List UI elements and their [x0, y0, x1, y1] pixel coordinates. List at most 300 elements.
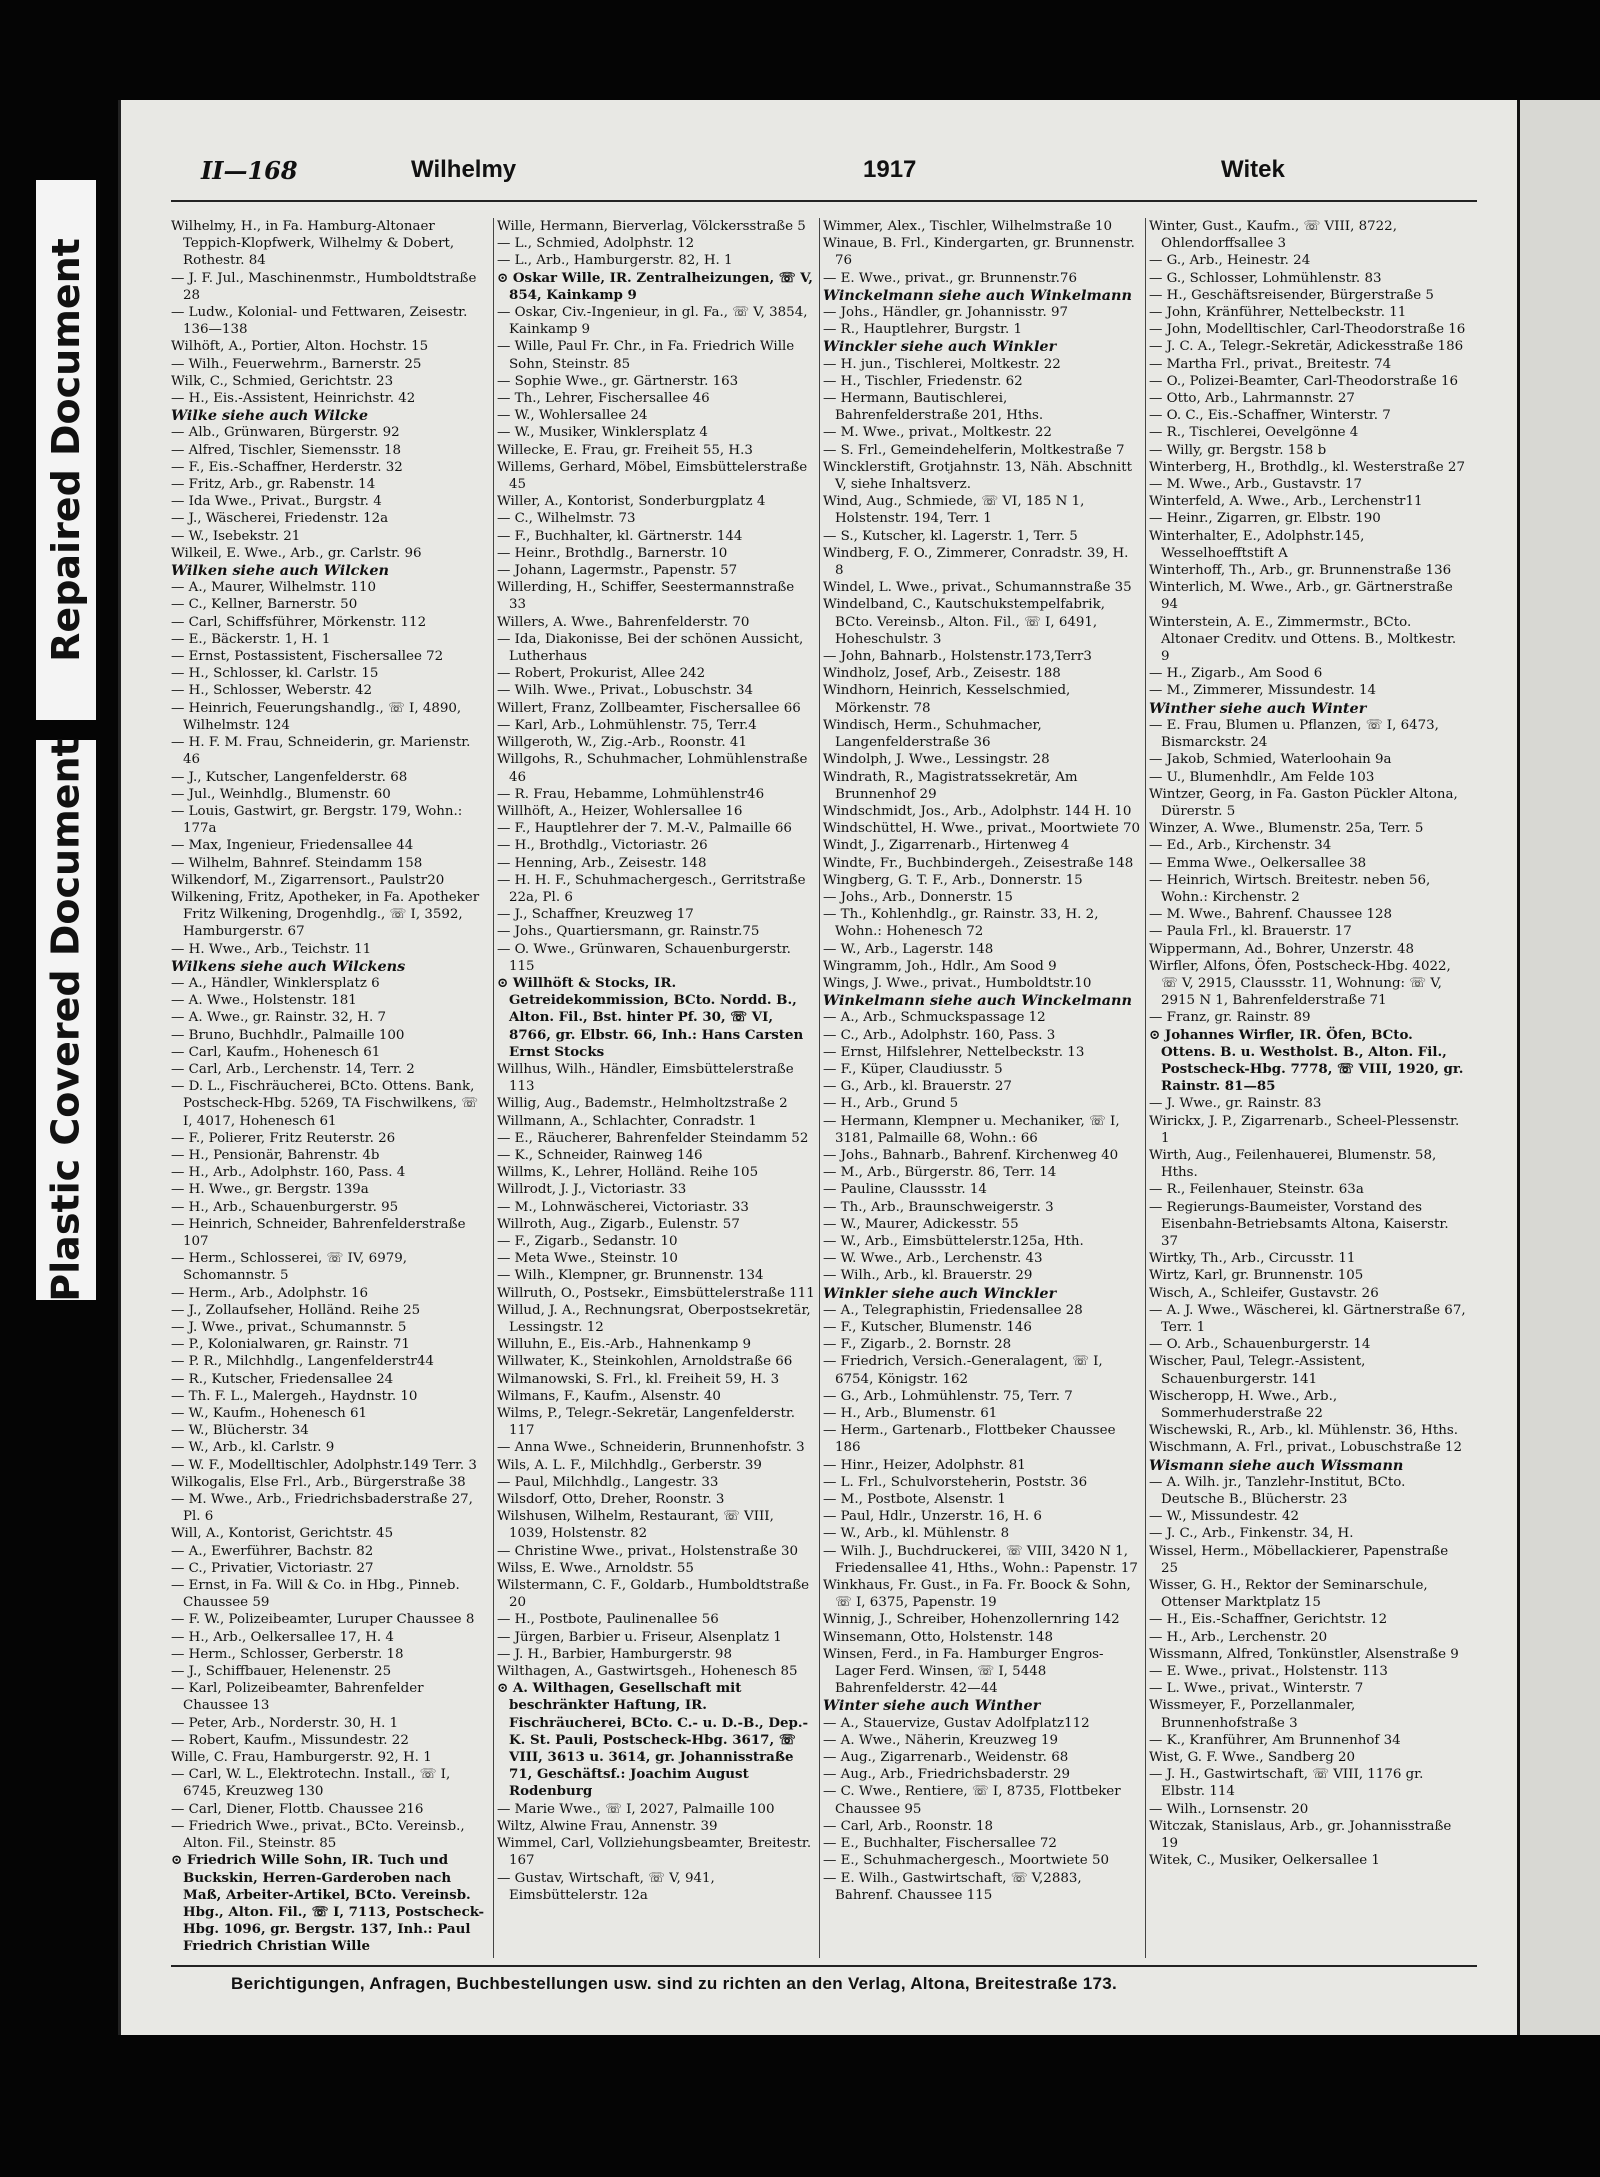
directory-entry: — A., Ewerführer, Bachstr. 82 [171, 1543, 374, 1559]
directory-entry: — O. C., Eis.-Schaffner, Winterstr. 7 [1149, 408, 1391, 424]
directory-entry: — Carl, Schiffsführer, Mörkenstr. 112 [171, 614, 427, 630]
directory-entry: — Johs., Händler, gr. Johannisstr. 97 [823, 305, 1069, 321]
directory-entry: — Aug., Arb., Friedrichsbaderstr. 29 [823, 1767, 1071, 1783]
header-first-entry: Wilhelmy [411, 156, 517, 183]
directory-entry: Wiltz, Alwine Frau, Annenstr. 39 [497, 1818, 718, 1834]
column-1 [171, 218, 489, 1958]
header-last-entry: Witek [1221, 156, 1285, 183]
directory-entry: — Paul, Hdlr., Unzerstr. 16, H. 6 [823, 1509, 1042, 1525]
directory-entry: Winterhalter, E., Adolphstr.145, Wesselhoefftstift A [1149, 528, 1365, 561]
directory-entry: — Jakob, Schmied, Waterloohain 9a [1149, 752, 1392, 768]
directory-entry: — John, Kränführer, Nettelbeckstr. 11 [1149, 305, 1407, 321]
directory-entry: — G., Schlosser, Lohmühlenstr. 83 [1149, 270, 1382, 286]
directory-entry: Willecke, E. Frau, gr. Freiheit 55, H.3 [497, 442, 753, 458]
directory-entry: — C., Wilhelmstr. 73 [497, 511, 636, 527]
directory-entry: — Friedrich, Versich.-Generalagent, ☏ I, 6754, Königstr. 162 [823, 1354, 1103, 1387]
directory-entry: — J. Wwe., privat., Schumannstr. 5 [171, 1320, 407, 1335]
directory-entry: Winterstein, A. E., Zimmermstr., BCto. Altonaer Creditv. und Ottens. B., Moltkestr. 9 [1149, 614, 1457, 665]
directory-entry: — Gustav, Wirtschaft, ☏ V, 941, Eimsbüttelerstr. 12a [497, 1870, 715, 1903]
directory-entry: Willhöft, A., Heizer, Wohlersallee 16 [497, 803, 743, 819]
directory-entry: — U., Blumenhdlr., Am Felde 103 [1149, 769, 1375, 785]
directory-entry: — H. H. F., Schuhmachergesch., Gerritstraße 22a, Pl. 6 [497, 872, 806, 905]
directory-entry: — C., Kellner, Barnerstr. 50 [171, 597, 358, 613]
directory-entry: — E. Wwe., privat., gr. Brunnenstr.76 [823, 270, 1077, 286]
directory-entry: Wilkeil, E. Wwe., Arb., gr. Carlstr. 96 [171, 545, 422, 561]
column-divider [819, 218, 820, 1958]
directory-entry: — F., Eis.-Schaffner, Herderstr. 32 [171, 459, 403, 475]
directory-entry: — H., Arb., Lerchenstr. 20 [1149, 1629, 1328, 1645]
directory-entry: — D. L., Fischräucherei, BCto. Ottens. Bank, Postscheck-Hbg. 5269, TA Fischwilkens, ☏ I, 4017, Hohenesch 61 [171, 1079, 479, 1129]
directory-entry: Windholz, Josef, Arb., Zeisestr. 188 [823, 666, 1061, 682]
directory-entry: — H., Schlosser, Weberstr. 42 [171, 683, 373, 699]
directory-entry: Windrath, R., Magistratssekretär, Am Brunnenhof 29 [823, 769, 1078, 802]
directory-entry: ⊙ Oskar Wille, IR. Zentralheizungen, ☏ V, 854, Kainkamp 9 [497, 269, 813, 303]
directory-entry: — F., Polierer, Fritz Reuterstr. 26 [171, 1130, 396, 1146]
directory-entry: Wilhöft, A., Portier, Alton. Hochstr. 15 [171, 339, 429, 355]
directory-entry: Willruth, O., Postsekr., Eimsbüttelerstraße 111 [497, 1285, 815, 1301]
directory-entry: Willwater, K., Steinkohlen, Arnoldstraße 66 [497, 1354, 793, 1370]
directory-entry: — Martha Frl., privat., Breitestr. 74 [1149, 356, 1392, 372]
directory-entry: — C. Wwe., Rentiere, ☏ I, 8735, Flottbeker Chaussee 95 [823, 1784, 1121, 1817]
directory-entry: — Th., Lehrer, Fischersallee 46 [497, 391, 710, 407]
directory-entry: Will, A., Kontorist, Gerichtstr. 45 [171, 1526, 394, 1542]
directory-entry: Wissmeyer, F., Porzellanmaler, Brunnenhofstraße 3 [1149, 1698, 1356, 1731]
directory-entry: Windhorn, Heinrich, Kesselschmied, Mörkenstr. 78 [823, 683, 1071, 716]
directory-entry: — E. Wwe., privat., Holstenstr. 113 [1149, 1664, 1388, 1680]
directory-entry: Windberg, F. O., Zimmerer, Conradstr. 39, H. 8 [823, 545, 1129, 579]
directory-entry: — E., Schuhmachergesch., Moortwiete 50 [823, 1853, 1110, 1869]
directory-entry: Windt, J., Zigarrenarb., Hirtenweg 4 [823, 838, 1070, 854]
directory-entry: — Sophie Wwe., gr. Gärtnerstr. 163 [497, 373, 739, 389]
directory-entry: — M. Wwe., privat., Moltkestr. 22 [823, 425, 1052, 441]
directory-entry: Winther siehe auch Winter [1149, 699, 1367, 717]
directory-entry: — H., Tischler, Friedenstr. 62 [823, 373, 1023, 389]
directory-entry: — Carl, Diener, Flottb. Chaussee 216 [171, 1801, 424, 1817]
directory-entry: — Friedrich Wwe., privat., BCto. Vereinsb., Alton. Fil., Steinstr. 85 [171, 1818, 465, 1852]
directory-entry: Windschmidt, Jos., Arb., Adolphstr. 144 H. 10 [823, 803, 1132, 819]
directory-entry: — Johs., Quartiersmann, gr. Rainstr.75 [497, 924, 760, 940]
directory-entry: — M. Wwe., Bahrenf. Chaussee 128 [1149, 907, 1393, 923]
directory-entry: — J. C. A., Telegr.-Sekretär, Adickesstraße 186 [1149, 339, 1464, 355]
directory-entry: — Peter, Arb., Norderstr. 30, H. 1 [171, 1715, 399, 1731]
directory-entry: — W., Arb., Eimsbüttelerstr.125a, Hth. [823, 1233, 1084, 1249]
directory-entry: — Th., Kohlenhdlg., gr. Rainstr. 33, H. 2, Wohn.: Hohenesch 72 [823, 907, 1099, 940]
directory-entry: — Hinr., Heizer, Adolphstr. 81 [823, 1457, 1026, 1473]
directory-entry: — H., Schlosser, kl. Carlstr. 15 [171, 666, 379, 682]
directory-entry [171, 1956, 489, 1958]
directory-entry: — M., Zimmerer, Missundestr. 14 [1149, 683, 1377, 699]
directory-entry: Winterfeld, A. Wwe., Arb., Lerchenstr11 [1149, 494, 1423, 510]
directory-entry: — Alb., Grünwaren, Bürgerstr. 92 [171, 425, 400, 441]
column-4 [1149, 218, 1467, 1958]
directory-entry: Winnig, J., Schreiber, Hohenzollernring 142 [823, 1612, 1120, 1628]
directory-entry: — P., Kolonialwaren, gr. Rainstr. 71 [171, 1337, 410, 1353]
directory-entry: Wischer, Paul, Telegr.-Assistent, Schauenburgerstr. 141 [1149, 1354, 1366, 1387]
directory-entry: — Pauline, Claussstr. 14 [823, 1182, 987, 1198]
directory-entry: — Herm., Schlosserei, ☏ IV, 6979, Schomannstr. 5 [171, 1251, 408, 1284]
directory-entry: — Franz, gr. Rainstr. 89 [1149, 1010, 1311, 1026]
directory-entry: Wille, Hermann, Bierverlag, Völckersstraße 5 [497, 219, 806, 234]
directory-entry: — F., Zigarb., 2. Bornstr. 28 [823, 1337, 1012, 1353]
directory-entry: Wischeropp, H. Wwe., Arb., Sommerhuderstraße 22 [1149, 1388, 1338, 1422]
directory-entry: — A. Wwe., gr. Rainstr. 32, H. 7 [171, 1010, 387, 1026]
page-footer: Berichtigungen, Anfragen, Buchbestellungen usw. sind zu richten an den Verlag, Altona, Breitestraße 173. [231, 1974, 1118, 1993]
directory-entry: — F., Buchhalter, kl. Gärtnerstr. 144 [497, 528, 743, 544]
directory-entry: — Aug., Zigarrenarb., Weidenstr. 68 [823, 1750, 1069, 1766]
directory-entry: — H. F. M. Frau, Schneiderin, gr. Marienstr. 46 [171, 735, 471, 768]
directory-entry: — John, Bahnarb., Holstenstr.173,Terr3 [823, 649, 1092, 665]
header-year: 1917 [863, 156, 917, 183]
directory-entry: — W., Missundestr. 42 [1149, 1509, 1300, 1525]
directory-entry: — J. F. Jul., Maschinenmstr., Humboldtstraße 28 [171, 270, 477, 303]
directory-entry: Windel, L. Wwe., privat., Schumannstraße 35 [823, 580, 1132, 596]
directory-entry: Winckler siehe auch Winkler [823, 338, 1057, 356]
directory-entry: — H., Brothdlg., Victoriastr. 26 [497, 838, 708, 854]
directory-entry: — A., Arb., Schmuckspassage 12 [823, 1010, 1046, 1026]
directory-entry: Wilkening, Fritz, Apotheker, in Fa. Apotheker Fritz Wilkening, Drogenhdlg., ☏ I, 3592, Hamburgerstr. 67 [171, 889, 480, 940]
directory-entry: — Ida Wwe., Privat., Burgstr. 4 [171, 494, 382, 510]
directory-entry: — E. Wilh., Gastwirtschaft, ☏ V,2883, Bahrenf. Chaussee 115 [823, 1870, 1082, 1903]
directory-entry: — Jürgen, Barbier u. Friseur, Alsenplatz 1 [497, 1629, 782, 1645]
directory-entry: — Herm., Gartenarb., Flottbeker Chaussee 186 [823, 1423, 1116, 1456]
directory-entry: Willer, A., Kontorist, Sonderburgplatz 4 [497, 494, 766, 510]
directory-entry: Wilstermann, C. F., Goldarb., Humboldtstraße 20 [497, 1578, 810, 1611]
directory-entry: — Wilh. J., Buchdruckerei, ☏ VIII, 3420 N 1, Friedensallee 41, Hths., Wohn.: Papenstr. 17 [823, 1543, 1138, 1576]
directory-entry: — A. J. Wwe., Wäscherei, kl. Gärtnerstraße 67, Terr. 1 [1149, 1302, 1466, 1335]
directory-entry: — S., Kutscher, kl. Lagerstr. 1, Terr. 5 [823, 528, 1078, 544]
directory-entry: — L. Wwe., privat., Winterstr. 7 [1149, 1681, 1364, 1697]
directory-entry: Wirfler, Alfons, Öfen, Postscheck-Hbg. 4022, ☏ V, 2915, Claussstr. 11, Wohnung: ☏ V, 2915 N 1, Bahrenfelderstraße 71 [1149, 958, 1451, 1009]
directory-entry: — Wille, Paul Fr. Chr., in Fa. Friedrich Wille Sohn, Steinstr. 85 [497, 339, 795, 372]
directory-entry: — R., Tischlerei, Oevelgönne 4 [1149, 425, 1359, 441]
directory-entry: ⊙ A. Wilthagen, Gesellschaft mit beschränkter Haftung, IR. Fischräucherei, BCto. C.- u. D.-B., Dep.-K. St. Pauli, Postscheck-Hbg. 3617, ☏ VIII, 3613 u. 3614, gr. Johannisstraße 71, Geschäftsf.: Joachim August Rodenburg [497, 1680, 809, 1800]
directory-entry: — E., Buchhalter, Fischersallee 72 [823, 1836, 1057, 1852]
directory-entry: Willert, Franz, Zollbeamter, Fischersallee 66 [497, 700, 801, 716]
directory-entry: Wilk, C., Schmied, Gerichtstr. 23 [171, 373, 394, 389]
directory-entry: — Carl, Kaufm., Hohenesch 61 [171, 1044, 381, 1060]
directory-entry: Wilken siehe auch Wilcken [171, 562, 390, 580]
directory-entry: — L., Arb., Hamburgerstr. 82, H. 1 [497, 253, 733, 269]
directory-entry: Witczak, Stanislaus, Arb., gr. Johannisstraße 19 [1149, 1818, 1452, 1852]
directory-entry: — F., Zigarb., Sedanstr. 10 [497, 1233, 678, 1249]
directory-entry: — A. Wwe., Holstenstr. 181 [171, 993, 357, 1009]
directory-entry: — Carl, Arb., Lerchenstr. 14, Terr. 2 [171, 1061, 415, 1077]
directory-entry: Wismann siehe auch Wissmann [1149, 1456, 1404, 1474]
directory-entry: — Ludw., Kolonial- und Fettwaren, Zeisestr. 136—138 [171, 305, 468, 338]
directory-entry: Winkler siehe auch Winckler [823, 1284, 1057, 1302]
directory-entry: Wirth, Aug., Feilenhauerei, Blumenstr. 58, Hths. [1149, 1147, 1437, 1181]
directory-entry: Willhus, Wilh., Händler, Eimsbüttelerstraße 113 [497, 1061, 794, 1095]
directory-page [118, 100, 1517, 2035]
page-number: II—168 [201, 156, 298, 185]
directory-entry: — P. R., Milchhdlg., Langenfelderstr44 [171, 1354, 434, 1370]
header-rule [171, 200, 1477, 202]
directory-entry: Wirickx, J. P., Zigarrenarb., Scheel-Plessenstr. 1 [1149, 1113, 1460, 1146]
directory-entry: Willmann, A., Schlachter, Conradstr. 1 [497, 1113, 757, 1129]
directory-entry: Winaue, B. Frl., Kindergarten, gr. Brunnenstr. 76 [823, 236, 1135, 269]
directory-entry: — Wilh., Klempner, gr. Brunnenstr. 134 [497, 1268, 764, 1284]
directory-entry: Wilkendorf, M., Zigarrensort., Paulstr20 [171, 872, 445, 888]
directory-entry: Willms, K., Lehrer, Holländ. Reihe 105 [497, 1165, 759, 1181]
directory-entry: — Anna Wwe., Schneiderin, Brunnenhofstr. 3 [497, 1440, 805, 1456]
column-3 [823, 218, 1141, 1958]
directory-entry: Winckelmann siehe auch Winkelmann [823, 286, 1132, 304]
directory-entry: — Th., Arb., Braunschweigerstr. 3 [823, 1199, 1054, 1215]
directory-entry: — W., Blücherstr. 34 [171, 1423, 309, 1439]
directory-entry: — Heinr., Brothdlg., Barnerstr. 10 [497, 545, 728, 561]
directory-entry: — Emma Wwe., Oelkersallee 38 [1149, 855, 1367, 871]
directory-entry: Wilmanowski, S. Frl., kl. Freiheit 59, H. 3 [497, 1371, 780, 1387]
directory-entry: — Meta Wwe., Steinstr. 10 [497, 1251, 678, 1267]
directory-entry: Willrodt, J. J., Victoriastr. 33 [497, 1182, 687, 1198]
directory-entry: — Herm., Schlosser, Gerberstr. 18 [171, 1646, 404, 1662]
directory-entry: — Henning, Arb., Zeisestr. 148 [497, 855, 707, 871]
directory-entry: Wintzer, Georg, in Fa. Gaston Pückler Altona, Dürerstr. 5 [1149, 786, 1458, 819]
directory-entry: Windisch, Herm., Schuhmacher, Langenfelderstraße 36 [823, 717, 1042, 751]
directory-entry: — H., Arb., Adolphstr. 160, Pass. 4 [171, 1165, 406, 1181]
directory-entry: Wissel, Herm., Möbellackierer, Papenstraße 25 [1149, 1543, 1449, 1576]
directory-entry: — J., Schiffbauer, Helenenstr. 25 [171, 1664, 392, 1680]
directory-entry: — Robert, Kaufm., Missundestr. 22 [171, 1732, 409, 1748]
directory-entry: Willud, J. A., Rechnungsrat, Oberpostsekretär, Lessingstr. 12 [497, 1302, 811, 1335]
directory-entry: — L. Frl., Schulvorsteherin, Poststr. 36 [823, 1474, 1088, 1490]
footer-rule [171, 1965, 1477, 1967]
adjacent-page-edge [1510, 100, 1600, 2035]
directory-entry: — Karl, Arb., Lohmühlenstr. 75, Terr.4 [497, 717, 757, 733]
directory-entry: — J. Wwe., gr. Rainstr. 83 [1149, 1096, 1322, 1112]
directory-entry: Windschüttel, H. Wwe., privat., Moortwiete 70 [823, 821, 1141, 837]
directory-entry: Wisser, G. H., Rektor der Seminarschule, Ottenser Marktplatz 15 [1149, 1578, 1428, 1611]
directory-entry: — H., Pensionär, Bahrenstr. 4b [171, 1147, 380, 1163]
column-divider [493, 218, 494, 1958]
directory-entry: — M., Arb., Bürgerstr. 86, Terr. 14 [823, 1165, 1057, 1181]
directory-entry: Wilmans, F., Kaufm., Alsenstr. 40 [497, 1388, 721, 1404]
directory-entry: Winter, Gust., Kaufm., ☏ VIII, 8722, Ohlendorffsallee 3 [1149, 219, 1397, 252]
directory-entry: — J. H., Gastwirtschaft, ☏ VIII, 1176 gr. Elbstr. 114 [1149, 1767, 1424, 1800]
directory-entry: — Oskar, Civ.-Ingenieur, in gl. Fa., ☏ V, 3854, Kainkamp 9 [497, 305, 808, 338]
directory-entry: — H. jun., Tischlerei, Moltkestr. 22 [823, 356, 1061, 372]
directory-entry: — H. Wwe., Arb., Teichstr. 11 [171, 941, 372, 957]
column-2 [497, 218, 815, 1958]
directory-entry: Wincklerstift, Grotjahnstr. 13, Näh. Abschnitt V, siehe Inhaltsverz. [823, 459, 1132, 493]
directory-entry: Winterberg, H., Brothdlg., kl. Westerstraße 27 [1149, 459, 1465, 475]
directory-entry: — W., Musiker, Winklersplatz 4 [497, 425, 708, 441]
directory-entry: — J., Zollaufseher, Holländ. Reihe 25 [171, 1302, 421, 1318]
directory-entry: — M. Wwe., Arb., Gustavstr. 17 [1149, 477, 1363, 493]
directory-entry: — H., Eis.-Schaffner, Gerichtstr. 12 [1149, 1612, 1388, 1628]
directory-entry: Winsemann, Otto, Holstenstr. 148 [823, 1629, 1054, 1645]
directory-entry: — J., Wäscherei, Friedenstr. 12a [171, 511, 389, 527]
directory-entry: — J. C., Arb., Finkenstr. 34, H. [1149, 1526, 1354, 1542]
directory-entry: — A. Wwe., Näherin, Kreuzweg 19 [823, 1732, 1059, 1748]
directory-entry: — A., Maurer, Wilhelmstr. 110 [171, 580, 377, 596]
directory-entry: — H., Zigarb., Am Sood 6 [1149, 666, 1323, 682]
directory-entry: — Wilh., Feuerwehrm., Barnerstr. 25 [171, 356, 422, 372]
directory-entry: — Christine Wwe., privat., Holstenstraße 30 [497, 1543, 799, 1559]
directory-entry: Wilkogalis, Else Frl., Arb., Bürgerstraße 38 [171, 1474, 466, 1490]
directory-entry: — Hermann, Klempner u. Mechaniker, ☏ I, 3181, Palmaille 68, Wohn.: 66 [823, 1113, 1120, 1146]
directory-entry: Wilthagen, A., Gastwirtsgeh., Hohenesch 85 [497, 1664, 798, 1680]
directory-entry: — M., Lohnwäscherei, Victoriastr. 33 [497, 1199, 749, 1215]
directory-entry: — Johs., Bahnarb., Bahrenf. Kirchenweg 40 [823, 1147, 1119, 1163]
directory-entry: — Bruno, Buchhdlr., Palmaille 100 [171, 1027, 405, 1043]
directory-entry: Wings, J. Wwe., privat., Humboldtstr.10 [823, 975, 1092, 991]
directory-entry: ⊙ Willhöft & Stocks, IR. Getreidekommission, BCto. Nordd. B., Alton. Fil., Bst. hinter Pf. 30, ☏ VI, 8766, gr. Elbstr. 66, Inh.: Hans Carsten Ernst Stocks [497, 974, 804, 1060]
directory-entry: — Regierungs-Baumeister, Vorstand des Eisenbahn-Betriebsamts Altona, Kaiserstr. 37 [1149, 1199, 1449, 1249]
page-header [201, 156, 1457, 192]
directory-entry: Wille, C. Frau, Hamburgerstr. 92, H. 1 [171, 1750, 432, 1766]
directory-entry: — W., Wohlersallee 24 [497, 408, 648, 424]
directory-entry: ⊙ Johannes Wirfler, IR. Öfen, BCto. Ottens. B. u. Westholst. B., Alton. Fil., Postscheck-Hbg. 7778, ☏ VIII, 1920, gr. Rainstr. 81—85 [1149, 1026, 1464, 1095]
directory-entry: Wilsdorf, Otto, Dreher, Roonstr. 3 [497, 1492, 725, 1508]
directory-entry: — H., Arb., Grund 5 [823, 1096, 959, 1112]
plastic-covered-label: Plastic Covered Document [36, 740, 96, 1300]
directory-entry: — W., Kaufm., Hohenesch 61 [171, 1406, 367, 1422]
directory-entry: — Fritz, Arb., gr. Rabenstr. 14 [171, 477, 376, 493]
directory-entry: Wils, A. L. F., Milchhdlg., Gerberstr. 39 [497, 1457, 762, 1473]
directory-entry: Willems, Gerhard, Möbel, Eimsbüttelerstraße 45 [497, 459, 808, 493]
directory-entry: — C., Privatier, Victoriastr. 27 [171, 1560, 374, 1576]
directory-entry: — A., Händler, Winklersplatz 6 [171, 975, 380, 991]
directory-entry: — Johann, Lagermstr., Papenstr. 57 [497, 563, 738, 579]
directory-entry: — H., Arb., Oelkersallee 17, H. 4 [171, 1629, 394, 1645]
directory-columns [171, 218, 1477, 1958]
directory-entry: — J., Schaffner, Kreuzweg 17 [497, 907, 694, 923]
directory-entry: — G., Arb., Lohmühlenstr. 75, Terr. 7 [823, 1388, 1073, 1404]
directory-entry: — Marie Wwe., ☏ I, 2027, Palmaille 100 [497, 1801, 775, 1817]
directory-entry: — Carl, W. L., Elektrotechn. Install., ☏ I, 6745, Kreuzweg 130 [171, 1767, 451, 1800]
directory-entry: ⊙ Friedrich Wille Sohn, IR. Tuch und Buckskin, Herren-Garderoben nach Maß, Arbeiter-Artikel, BCto. Vereinsb. Hbg., Alton. Fil., ☏ I, 7113, Postscheck-Hbg. 1096, gr. Bergstr. 137, Inh.: Paul Friedrich Christian Wille [171, 1852, 485, 1955]
directory-entry: — M., Postbote, Alsenstr. 1 [823, 1492, 1006, 1508]
directory-entry: — J. H., Barbier, Hamburgerstr. 98 [497, 1646, 732, 1662]
directory-entry: — Heinrich, Schneider, Bahrenfelderstraße 107 [171, 1216, 466, 1249]
directory-entry: — Wilh. Wwe., Privat., Lobuschstr. 34 [497, 683, 754, 699]
directory-entry: Winter siehe auch Winther [823, 1697, 1041, 1715]
directory-entry: — K., Kranführer, Am Brunnenhof 34 [1149, 1732, 1401, 1748]
directory-entry: Wist, G. F. Wwe., Sandberg 20 [1149, 1750, 1356, 1766]
directory-entry: Winkhaus, Fr. Gust., in Fa. Fr. Boock & Sohn, ☏ I, 6375, Papenstr. 19 [823, 1578, 1131, 1611]
directory-entry: — H., Geschäftsreisender, Bürgerstraße 5 [1149, 287, 1434, 303]
directory-entry: — A. Wilh. jr., Tanzlehr-Institut, BCto. Deutsche B., Blücherstr. 23 [1149, 1474, 1406, 1508]
directory-entry: Wilms, P., Telegr.-Sekretär, Langenfelderstr. 117 [497, 1406, 796, 1439]
directory-entry: — H., Arb., Schauenburgerstr. 95 [171, 1199, 399, 1215]
directory-entry: Winsen, Ferd., in Fa. Hamburger Engros-Lager Ferd. Winsen, ☏ I, 5448 Bahrenfelderstr. 42—44 [823, 1646, 1104, 1697]
directory-entry: — W., Isebekstr. 21 [171, 528, 301, 544]
directory-entry: — Wilhelm, Bahnref. Steindamm 158 [171, 855, 423, 871]
directory-entry: Wischmann, A. Frl., privat., Lobuschstraße 12 [1149, 1440, 1463, 1456]
directory-entry: Wirtky, Th., Arb., Circusstr. 11 [1149, 1251, 1356, 1267]
directory-entry: — Ernst, Hilfslehrer, Nettelbeckstr. 13 [823, 1044, 1085, 1060]
directory-entry: — G., Arb., Heinestr. 24 [1149, 253, 1311, 269]
directory-entry: — Ida, Diakonisse, Bei der schönen Aussicht, Lutherhaus [497, 631, 804, 665]
directory-entry: — E., Räucherer, Bahrenfelder Steindamm 52 [497, 1130, 809, 1146]
column-divider [1145, 218, 1146, 1958]
directory-entry: Wingberg, G. T. F., Arb., Donnerstr. 15 [823, 872, 1083, 888]
directory-entry: Wimmel, Carl, Vollziehungsbeamter, Breitestr. 167 [497, 1836, 812, 1869]
directory-entry: — Hermann, Bautischlerei, Bahrenfelderstraße 201, Hths. [823, 391, 1044, 424]
directory-entry: — A., Stauervize, Gustav Adolfplatz112 [823, 1715, 1090, 1731]
directory-entry: Wind, Aug., Schmiede, ☏ VI, 185 N 1, Holstenstr. 194, Terr. 1 [823, 494, 1085, 527]
directory-entry: — O., Polizei-Beamter, Carl-Theodorstraße 16 [1149, 373, 1459, 389]
directory-entry: Wilshusen, Wilhelm, Restaurant, ☏ VIII, 1039, Holstenstr. 82 [497, 1509, 774, 1542]
directory-entry: Wingramm, Joh., Hdlr., Am Sood 9 [823, 958, 1057, 974]
directory-entry: Wirtz, Karl, gr. Brunnenstr. 105 [1149, 1268, 1364, 1284]
directory-entry: — A., Telegraphistin, Friedensallee 28 [823, 1302, 1083, 1318]
directory-entry: Winkelmann siehe auch Winckelmann [823, 992, 1132, 1010]
directory-entry: — Heinrich, Wirtsch. Breitestr. neben 56, Wohn.: Kirchenstr. 2 [1149, 872, 1431, 905]
directory-entry: — H., Arb., Blumenstr. 61 [823, 1406, 998, 1422]
directory-entry: — Heinrich, Feuerungshandlg., ☏ I, 4890, Wilhelmstr. 124 [171, 700, 462, 733]
directory-entry: — Carl, Arb., Roonstr. 18 [823, 1818, 994, 1834]
directory-entry: — L., Schmied, Adolphstr. 12 [497, 236, 695, 252]
directory-entry: Wilhelmy, H., in Fa. Hamburg-Altonaer Teppich-Klopfwerk, Wilhelmy & Dobert, Rothestr. 84 [171, 219, 455, 269]
directory-entry: — Th. F. L., Malergeh., Haydnstr. 10 [171, 1388, 418, 1404]
directory-entry: — R., Hauptlehrer, Burgstr. 1 [823, 322, 1022, 338]
directory-entry: — Alfred, Tischler, Siemensstr. 18 [171, 442, 402, 458]
directory-entry: Willerding, H., Schiffer, Seestermannstraße 33 [497, 580, 795, 613]
directory-entry: Winzer, A. Wwe., Blumenstr. 25a, Terr. 5 [1149, 821, 1424, 837]
directory-entry: — Jul., Weinhdlg., Blumenstr. 60 [171, 786, 391, 802]
directory-entry: Windte, Fr., Buchbindergeh., Zeisestraße 148 [823, 855, 1134, 871]
directory-entry: — W., Arb., kl. Mühlenstr. 8 [823, 1526, 1010, 1542]
repaired-document-label: Repaired Document [36, 180, 96, 720]
directory-entry: — Paul, Milchhdlg., Langestr. 33 [497, 1474, 719, 1490]
directory-entry: — G., Arb., kl. Brauerstr. 27 [823, 1079, 1012, 1095]
directory-entry: Winterhoff, Th., Arb., gr. Brunnenstraße 136 [1149, 563, 1452, 579]
directory-entry: — Herm., Arb., Adolphstr. 16 [171, 1285, 369, 1301]
directory-entry: Wilkens siehe auch Wilckens [171, 957, 406, 975]
directory-entry: — R., Feilenhauer, Steinstr. 63a [1149, 1182, 1364, 1198]
directory-entry: Wischewski, R., Arb., kl. Mühlenstr. 36, Hths. [1149, 1423, 1458, 1439]
directory-entry: — W., Arb., kl. Carlstr. 9 [171, 1440, 335, 1456]
directory-entry: — C., Arb., Adolphstr. 160, Pass. 3 [823, 1027, 1056, 1043]
directory-entry: — F., Kutscher, Blumenstr. 146 [823, 1320, 1032, 1335]
directory-entry: — F. W., Polizeibeamter, Luruper Chaussee 8 [171, 1612, 475, 1628]
directory-entry: Wilke siehe auch Wilcke [171, 407, 369, 425]
directory-entry: Willroth, Aug., Zigarb., Eulenstr. 57 [497, 1216, 740, 1232]
directory-entry: — O. Arb., Schauenburgerstr. 14 [1149, 1337, 1371, 1353]
directory-entry: — H., Eis.-Assistent, Heinrichstr. 42 [171, 391, 416, 407]
directory-entry: Willuhn, E., Eis.-Arb., Hahnenkamp 9 [497, 1337, 752, 1353]
directory-entry: — W., Arb., Lagerstr. 148 [823, 941, 994, 957]
directory-entry: — Robert, Prokurist, Allee 242 [497, 666, 706, 682]
directory-entry: Windolph, J. Wwe., Lessingstr. 28 [823, 752, 1050, 768]
directory-entry: — Ed., Arb., Kirchenstr. 34 [1149, 838, 1332, 854]
directory-entry: — Heinr., Zigarren, gr. Elbstr. 190 [1149, 511, 1381, 527]
directory-entry: — Wilh., Lornsenstr. 20 [1149, 1801, 1309, 1817]
directory-entry: — Paula Frl., kl. Brauerstr. 17 [1149, 924, 1352, 940]
directory-entry: Wisch, A., Schleifer, Gustavstr. 26 [1149, 1285, 1379, 1301]
directory-entry: — S. Frl., Gemeindehelferin, Moltkestraße 7 [823, 442, 1125, 458]
directory-entry: — Max, Ingenieur, Friedensallee 44 [171, 838, 414, 854]
directory-entry: — R., Kutscher, Friedensallee 24 [171, 1371, 394, 1387]
directory-entry: Wissmann, Alfred, Tonkünstler, Alsenstraße 9 [1149, 1646, 1459, 1662]
directory-entry: — Wilh., Arb., kl. Brauerstr. 29 [823, 1268, 1033, 1284]
directory-entry: — J., Kutscher, Langenfelderstr. 68 [171, 769, 408, 785]
directory-entry: Willgohs, R., Schuhmacher, Lohmühlenstraße 46 [497, 752, 808, 785]
directory-entry: — Johs., Arb., Donnerstr. 15 [823, 889, 1013, 905]
directory-entry: — F., Hauptlehrer der 7. M.-V., Palmaille 66 [497, 821, 792, 837]
directory-entry: Wippermann, Ad., Bohrer, Unzerstr. 48 [1149, 941, 1415, 957]
directory-entry: — O. Wwe., Grünwaren, Schauenburgerstr. 115 [497, 941, 791, 974]
directory-entry: — Karl, Polizeibeamter, Bahrenfelder Chaussee 13 [171, 1681, 424, 1714]
directory-entry: Willgeroth, W., Zig.-Arb., Roonstr. 41 [497, 735, 747, 751]
directory-entry: Winterlich, M. Wwe., Arb., gr. Gärtnerstraße 94 [1149, 580, 1453, 613]
directory-entry: — E. Frau, Blumen u. Pflanzen, ☏ I, 6473, Bismarckstr. 24 [1149, 717, 1439, 751]
directory-entry: — Ernst, Postassistent, Fischersallee 72 [171, 649, 444, 665]
directory-entry: — M. Wwe., Arb., Friedrichsbaderstraße 27, Pl. 6 [171, 1492, 473, 1525]
directory-entry: Windelband, C., Kautschukstempelfabrik, BCto. Vereinsb., Alton. Fil., ☏ I, 6491, Hoheschulstr. 3 [823, 597, 1105, 647]
